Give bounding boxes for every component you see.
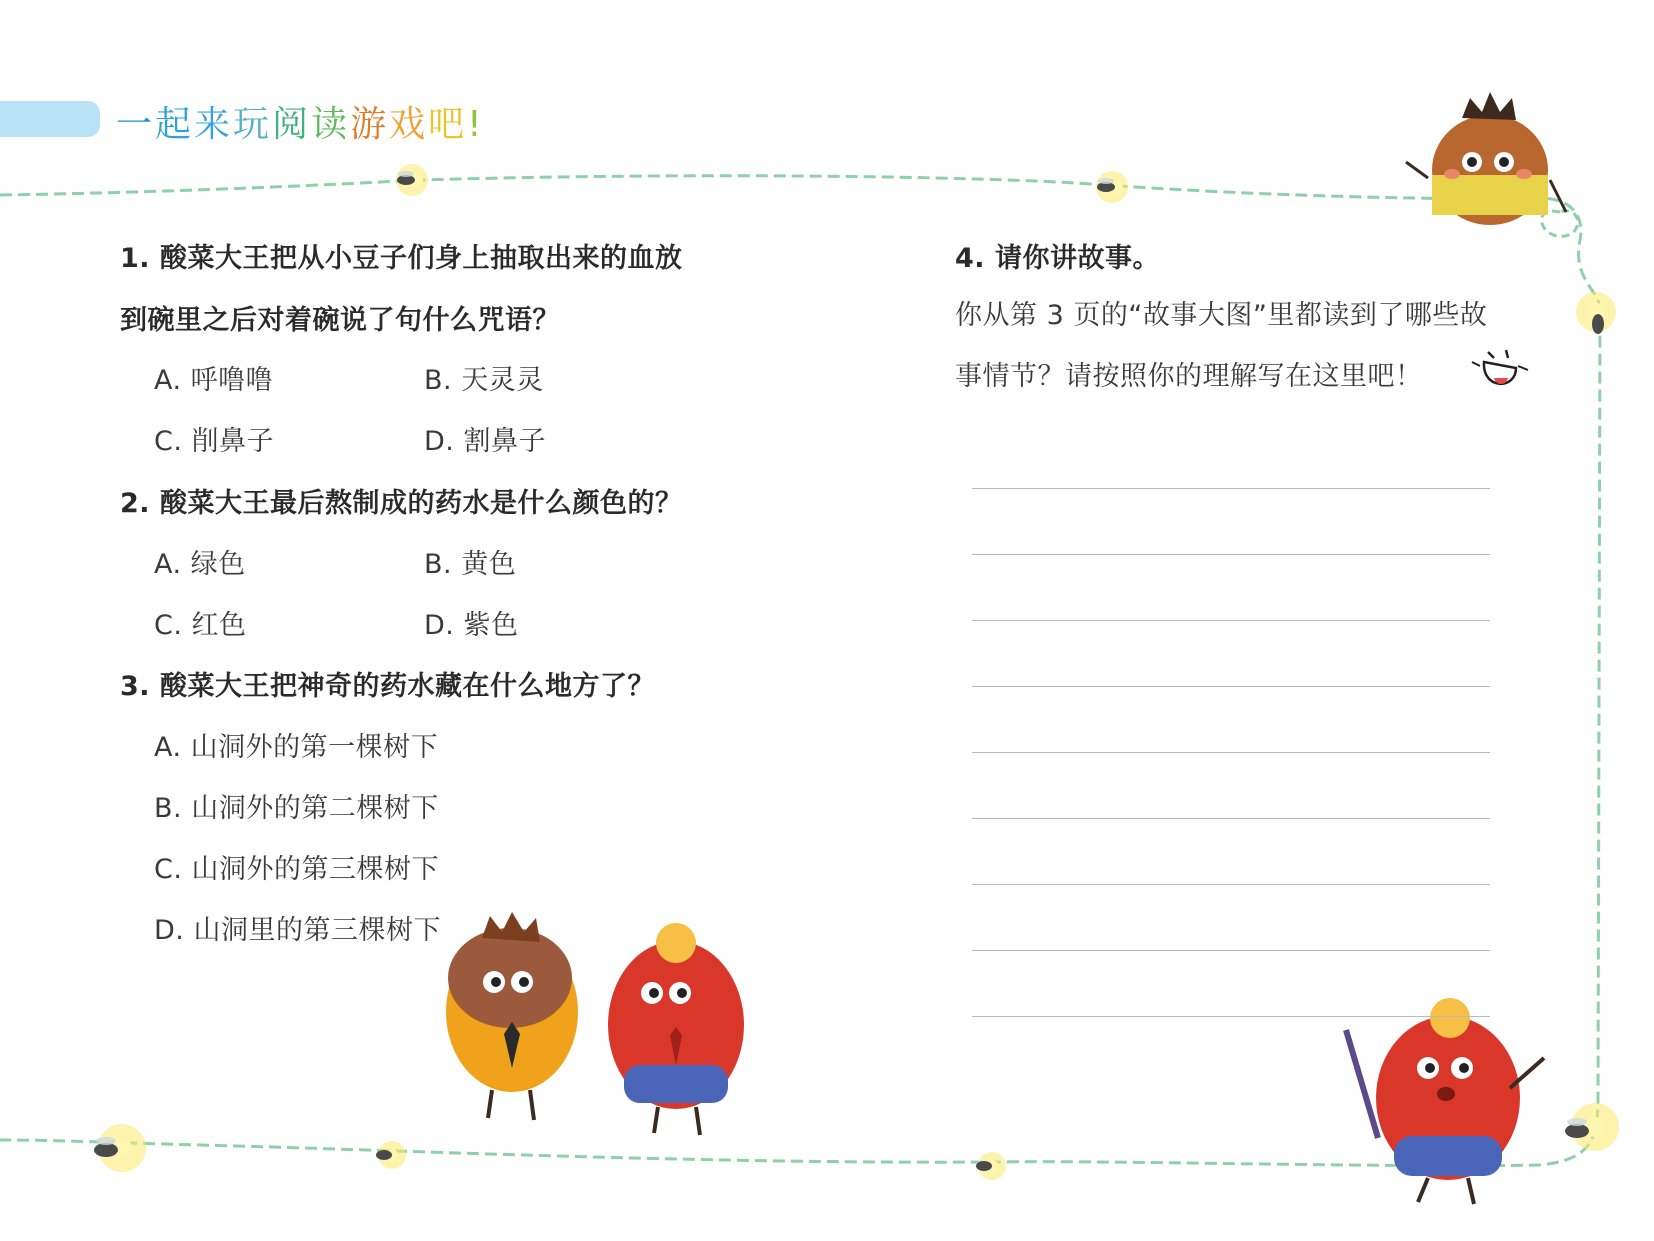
question-4-title: 4. 请你讲故事。 [955,243,1160,274]
page-title-char: 起 [155,104,195,145]
bean-character-icon [446,912,578,1120]
bean-character-icon [1346,998,1544,1204]
question-1-title-line2: 到碗里之后对着碗说了句什么咒语？ [120,305,560,336]
question-1-option-d[interactable]: D. 割鼻子 [424,426,546,457]
writing-line[interactable] [972,620,1490,621]
page-title-char: 戏 [389,104,429,145]
dashed-loop [1541,211,1577,236]
writing-line[interactable] [972,752,1490,753]
question-1-title-line1: 1. 酸菜大王把从小豆子们身上抽取出来的血放 [120,243,683,274]
question-2-option-a[interactable]: A. 绿色 [154,549,246,580]
firefly-icon [1096,171,1128,203]
question-4-body-line2: 事情节？请按照你的理解写在这里吧！ [955,361,1423,392]
firefly-icon [1565,1103,1619,1151]
question-2-title: 2. 酸菜大王最后熬制成的药水是什么颜色的？ [120,488,683,519]
question-3-title: 3. 酸菜大王把神奇的药水藏在什么地方了？ [120,671,655,702]
writing-line[interactable] [972,686,1490,687]
question-3-option-c[interactable]: C. 山洞外的第三棵树下 [154,854,440,885]
page-title-char: 游 [350,104,390,145]
writing-line[interactable] [972,884,1490,885]
header-tab [0,101,100,137]
writing-line[interactable] [972,488,1490,489]
writing-line[interactable] [972,818,1490,819]
question-2-option-d[interactable]: D. 紫色 [424,610,519,641]
question-4-body-line1: 你从第 3 页的“故事大图”里都读到了哪些故 [955,300,1488,331]
bean-character-icon [608,923,744,1135]
firefly-icon [94,1124,146,1172]
page-title-char: ! [467,104,485,145]
page-title [116,96,485,147]
writing-line[interactable] [972,950,1490,951]
page-title-char: 吧 [428,104,468,145]
page-title-char: 一 [116,104,156,145]
page-title-char: 读 [311,104,351,145]
question-3-option-b[interactable]: B. 山洞外的第二棵树下 [154,793,439,824]
question-3-option-a[interactable]: A. 山洞外的第一棵树下 [154,732,439,763]
question-2-option-c[interactable]: C. 红色 [154,610,247,641]
page-title-char: 阅 [272,104,312,145]
question-3-option-d[interactable]: D. 山洞里的第三棵树下 [154,915,441,946]
writing-line[interactable] [972,1016,1490,1017]
question-2-option-b[interactable]: B. 黄色 [424,549,517,580]
question-1-option-c[interactable]: C. 削鼻子 [154,426,275,457]
bean-character-icon [1406,92,1566,225]
firefly-icon [376,1141,406,1169]
writing-line[interactable] [972,554,1490,555]
page-title-char: 来 [194,104,234,145]
question-1-option-b[interactable]: B. 天灵灵 [424,365,544,396]
smiley-doodle-icon [1472,350,1528,384]
firefly-icon [396,164,428,196]
question-1-option-a[interactable]: A. 呼噜噜 [154,365,274,396]
firefly-icon [976,1152,1006,1180]
page-title-char: 玩 [233,104,273,145]
firefly-icon [1576,292,1616,334]
